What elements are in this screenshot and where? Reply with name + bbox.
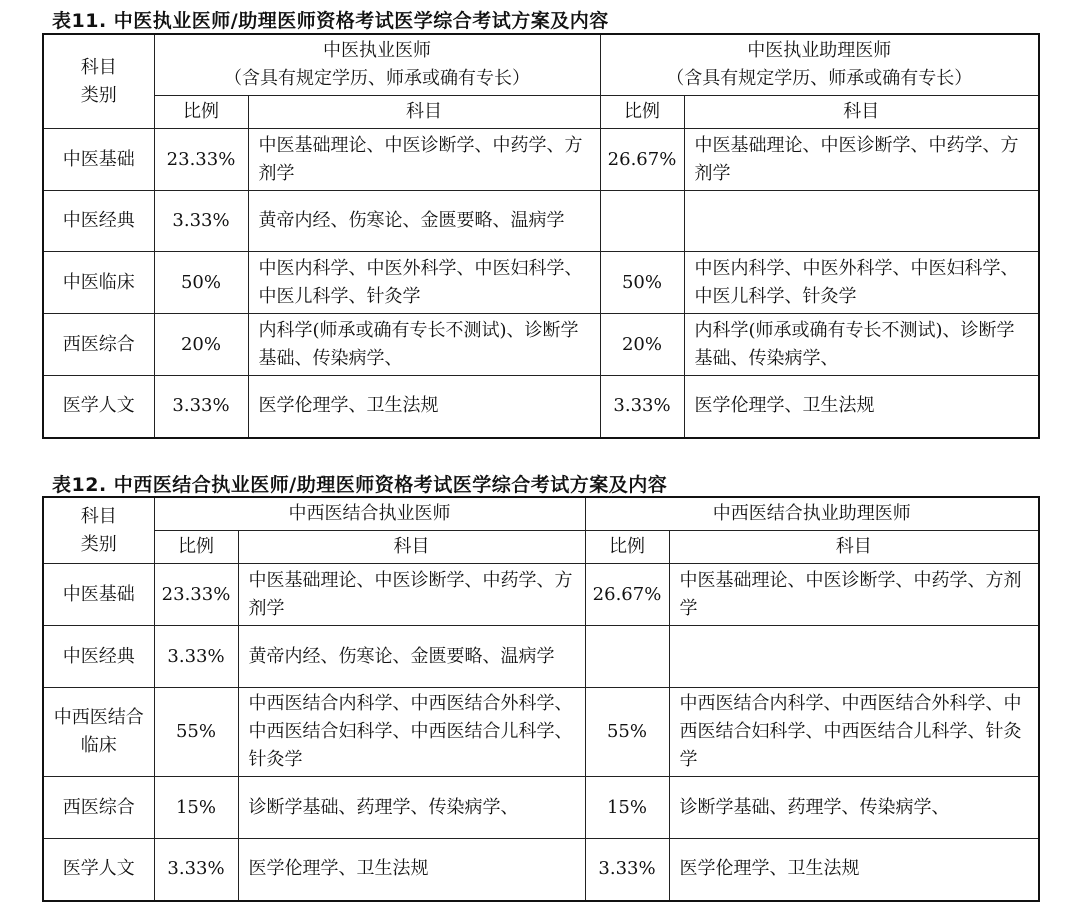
subject-cell: 黄帝内经、伤寒论、金匮要略、温病学 <box>238 626 585 688</box>
subject-cell: 医学伦理学、卫生法规 <box>238 839 585 901</box>
category-cell: 医学人文 <box>43 376 154 438</box>
corner-line-1: 科目 <box>80 505 117 527</box>
subject-cell: 中西医结合内科学、中西医结合外科学、中西医结合妇科学、中西医结合儿科学、针灸学 <box>669 688 1039 777</box>
table12-caption: 表12. 中西医结合执业医师/助理医师资格考试医学综合考试方案及内容 <box>52 474 668 496</box>
category-cell: 中医基础 <box>43 129 154 191</box>
subject-cell: 中医基础理论、中医诊断学、中药学、方剂学 <box>238 564 585 626</box>
subject-cell: 中医基础理论、中医诊断学、中药学、方剂学 <box>669 564 1039 626</box>
table-row <box>43 688 1039 777</box>
subject-cell: 黄帝内经、伤寒论、金匮要略、温病学 <box>248 191 600 252</box>
ratio-cell: 15% <box>154 777 238 839</box>
col-header-subject: 科目 <box>238 531 585 564</box>
col-header-ratio: 比例 <box>585 531 669 564</box>
group-title: 中医执业助理医师 <box>747 40 892 61</box>
table-row <box>43 626 1039 688</box>
ratio-cell: 3.33% <box>154 376 248 438</box>
category-cell: 中医经典 <box>43 626 154 688</box>
table11 <box>42 33 1040 439</box>
table-row <box>43 564 1039 626</box>
corner-header <box>43 497 154 564</box>
ratio-cell: 23.33% <box>154 129 248 191</box>
ratio-cell: 15% <box>585 777 669 839</box>
col-header-subject: 科目 <box>669 531 1039 564</box>
subject-cell: 诊断学基础、药理学、传染病学、 <box>669 777 1039 839</box>
table12 <box>42 496 1040 902</box>
subject-cell: 医学伦理学、卫生法规 <box>684 376 1039 438</box>
ratio-cell: 20% <box>600 314 684 376</box>
category-cell: 医学人文 <box>43 839 154 901</box>
ratio-cell: 26.67% <box>600 129 684 191</box>
table-row <box>43 314 1039 376</box>
ratio-cell: 55% <box>154 688 238 777</box>
category-cell: 中医基础 <box>43 564 154 626</box>
subject-cell: 中医基础理论、中医诊断学、中药学、方剂学 <box>248 129 600 191</box>
col-header-ratio: 比例 <box>600 96 684 129</box>
subject-cell: 中医内科学、中医外科学、中医妇科学、中医儿科学、针灸学 <box>248 252 600 314</box>
corner-line-2: 类别 <box>80 533 117 555</box>
group-title: 中医执业医师 <box>323 40 431 61</box>
ratio-cell: 23.33% <box>154 564 238 626</box>
ratio-cell: 3.33% <box>154 839 238 901</box>
subject-cell: 医学伦理学、卫生法规 <box>248 376 600 438</box>
subject-cell: 医学伦理学、卫生法规 <box>669 839 1039 901</box>
table-row <box>43 777 1039 839</box>
group-header-assistant <box>600 34 1039 96</box>
ratio-cell: 3.33% <box>585 839 669 901</box>
ratio-cell: 3.33% <box>154 191 248 252</box>
corner-header <box>43 34 154 129</box>
category-cell: 中医经典 <box>43 191 154 252</box>
subject-cell: 中医基础理论、中医诊断学、中药学、方剂学 <box>684 129 1039 191</box>
col-header-subject: 科目 <box>684 96 1039 129</box>
table-row <box>43 129 1039 191</box>
table-row <box>43 191 1039 252</box>
col-header-ratio: 比例 <box>154 96 248 129</box>
category-cell: 西医综合 <box>43 777 154 839</box>
group-subtitle: （含具有规定学历、师承或确有专长） <box>224 68 530 89</box>
ratio-cell <box>600 191 684 252</box>
table11-caption: 表11. 中医执业医师/助理医师资格考试医学综合考试方案及内容 <box>52 10 609 32</box>
col-header-subject: 科目 <box>248 96 600 129</box>
category-cell: 中西医结合临床 <box>43 688 154 777</box>
group-subtitle: （含具有规定学历、师承或确有专长） <box>666 68 973 89</box>
subject-cell <box>669 626 1039 688</box>
table-row <box>43 376 1039 438</box>
subject-cell: 内科学(师承或确有专长不测试)、诊断学基础、传染病学、 <box>248 314 600 376</box>
ratio-cell <box>585 626 669 688</box>
group-header-physician <box>154 34 600 96</box>
subject-cell: 中医内科学、中医外科学、中医妇科学、中医儿科学、针灸学 <box>684 252 1039 314</box>
ratio-cell: 3.33% <box>600 376 684 438</box>
ratio-cell: 50% <box>154 252 248 314</box>
col-header-ratio: 比例 <box>154 531 238 564</box>
category-cell: 西医综合 <box>43 314 154 376</box>
subject-cell: 诊断学基础、药理学、传染病学、 <box>238 777 585 839</box>
ratio-cell: 50% <box>600 252 684 314</box>
ratio-cell: 20% <box>154 314 248 376</box>
ratio-cell: 3.33% <box>154 626 238 688</box>
corner-line-1: 科目 <box>80 56 117 78</box>
subject-cell <box>684 191 1039 252</box>
ratio-cell: 55% <box>585 688 669 777</box>
category-cell: 中医临床 <box>43 252 154 314</box>
group-header-assistant: 中西医结合执业助理医师 <box>585 497 1039 531</box>
subject-cell: 中西医结合内科学、中西医结合外科学、中西医结合妇科学、中西医结合儿科学、针灸学 <box>238 688 585 777</box>
ratio-cell: 26.67% <box>585 564 669 626</box>
table-row <box>43 839 1039 901</box>
group-header-physician: 中西医结合执业医师 <box>154 497 585 531</box>
subject-cell: 内科学(师承或确有专长不测试)、诊断学基础、传染病学、 <box>684 314 1039 376</box>
table-row <box>43 252 1039 314</box>
corner-line-2: 类别 <box>80 84 117 106</box>
